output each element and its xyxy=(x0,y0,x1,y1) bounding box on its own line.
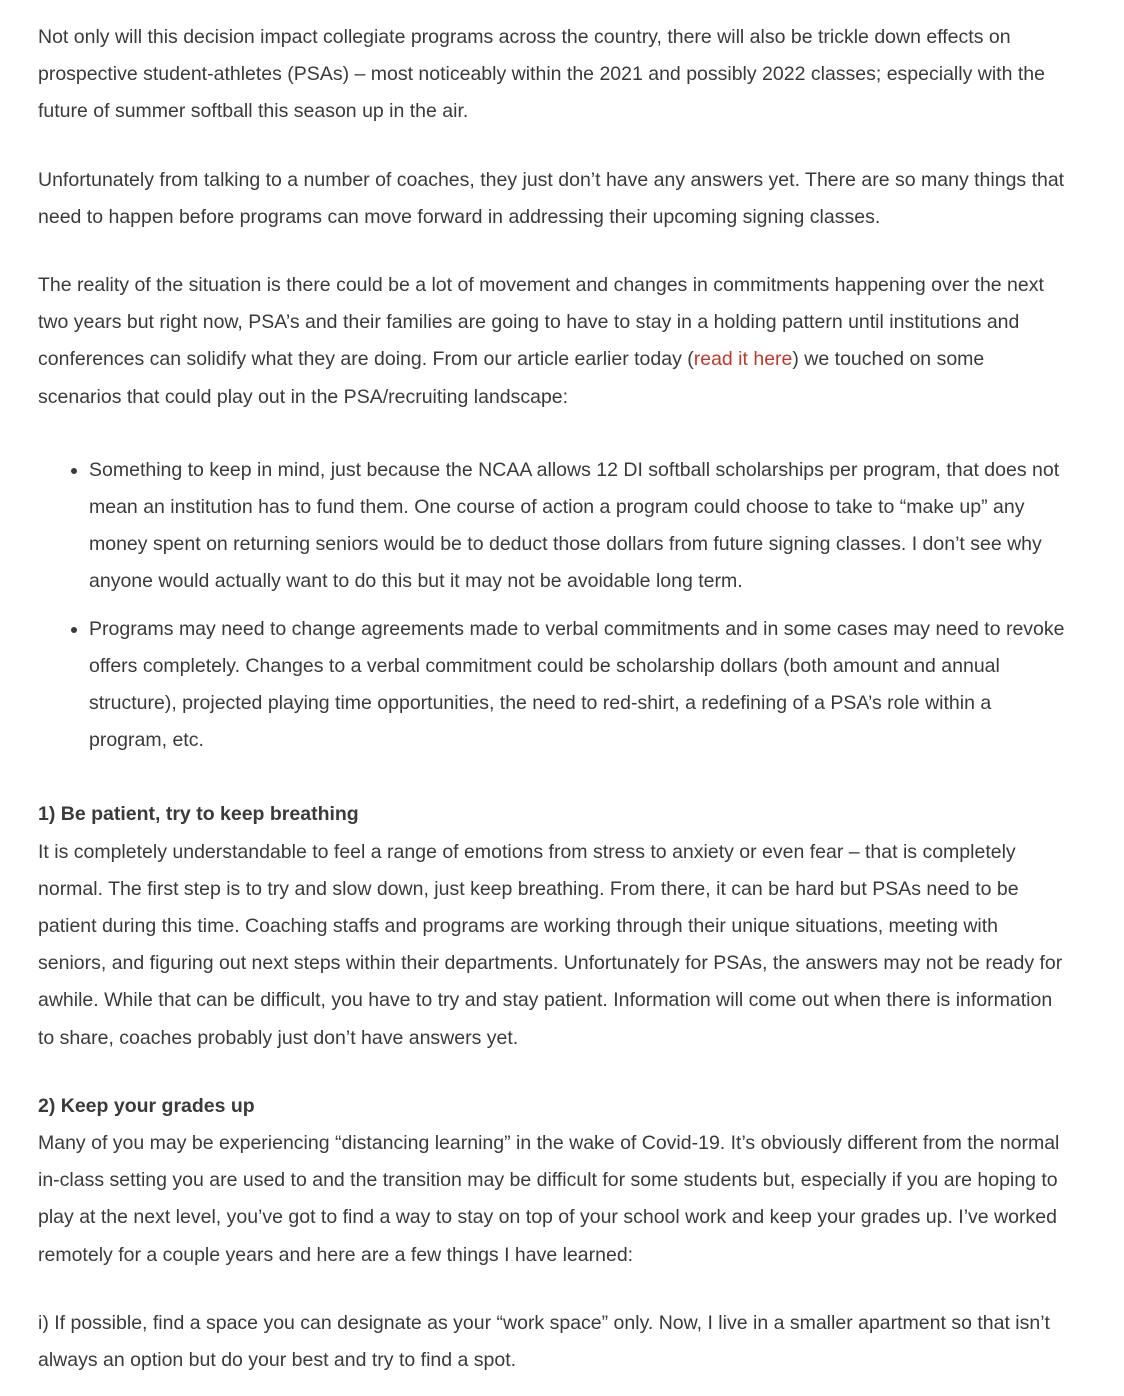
section-heading-be-patient: 1) Be patient, try to keep breathing xyxy=(38,803,359,826)
list-item: • Something to keep in mind, just because the NCAA allows 12 DI softball scholarships per program, that does not mean an institution has to fund them. One course of action a program could choose to take to “make up” any money spent on returning seniors would be to deduct those dollars from future signing classes. I don’t see why anyone would actually want to do this but it may not be avoidable long term. xyxy=(89,452,1068,601)
tip-paragraph-workspace: i) If possible, find a space you can designate as your “work space” only. Now, I live in a smaller apartment so that isn’t always an option but do your best and try to find a spot. xyxy=(38,1311,1050,1372)
reality-text-after-link: ) we touched on some scenarios that could play out in the PSA/recruiting landscape: xyxy=(38,348,985,408)
list-item: • Programs may need to change agreements made to verbal commitments and in some cases may need to revoke offers completely. Changes to a verbal commitment could be scholarship dollars (both amount and annual structure), projected playing time opportunities, the need to red-shirt, a redefining of a PSA’s role within a program, etc. xyxy=(89,611,1068,760)
article-body xyxy=(38,19,1068,1379)
section-body-grades: Many of you may be experiencing “distancing learning” in the wake of Covid-19. It’s obviously different from the normal in-class setting you are used to and the transition may be difficult for some students but, especially if you are hoping to play at the next level, you’ve got to find a way to stay on top of your school work and keep your grades up. I’ve worked remotely for a couple years and here are a few things I have learned: xyxy=(38,1132,1060,1266)
section-body-be-patient: It is completely understandable to feel a range of emotions from stress to anxiety or even fear – that is completely normal. The first step is to try and slow down, just keep breathing. From there, it can be hard but PSAs need to be patient during this time. Coaching staffs and programs are working through their unique situations, meeting with seniors, and figuring out next steps within their departments. Unfortunately for PSAs, the answers may not be ready for awhile. While that can be difficult, you have to try and stay patient. Information will come out when there is information to share, coaches probably just don’t have answers yet. xyxy=(38,840,1063,1049)
intro-paragraph-2: Unfortunately from talking to a number of coaches, they just don’t have any answers yet. There are so many things that need to happen before programs can move forward in addressing their upcoming signing classes. xyxy=(38,168,1065,228)
reality-text-before-link: The reality of the situation is there could be a lot of movement and changes in commitments happening over the next two years but right now, PSA’s and their families are going to have to stay in a holding pattern until institutions and conferences can solidify what they are doing. From our article earlier today ( xyxy=(38,274,1044,371)
intro-paragraph-1: Not only will this decision impact collegiate programs across the country, there will also be trickle down effects on prospective student-athletes (PSAs) – most noticeably within the 2021 and possibly 2022 classes; especially with the future of summer softball this season up in the air. xyxy=(38,26,1045,123)
reality-paragraph xyxy=(38,267,1068,416)
scenario-list xyxy=(38,452,1068,760)
section-heading-grades: 2) Keep your grades up xyxy=(38,1094,255,1117)
read-it-here-link[interactable]: read it here xyxy=(693,348,793,371)
